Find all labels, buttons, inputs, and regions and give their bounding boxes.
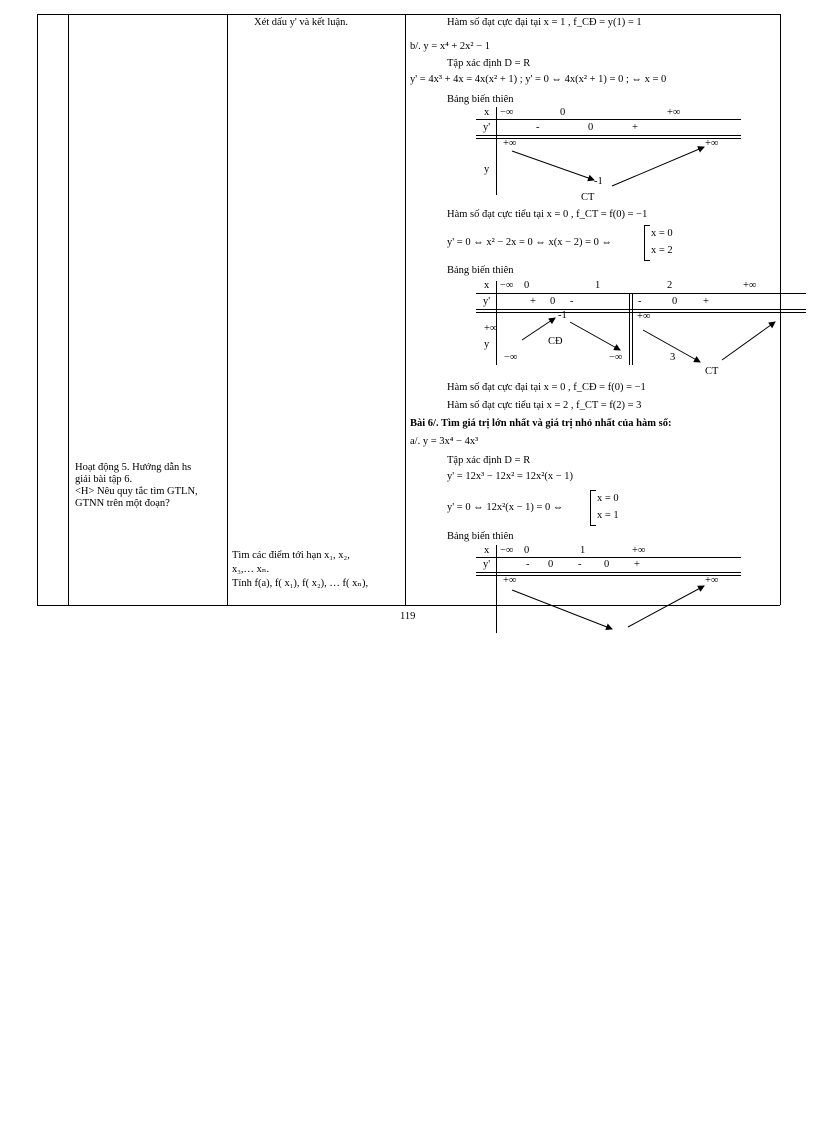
t1-ct-label: CT — [581, 192, 595, 203]
t2-ct-label: CT — [705, 366, 719, 377]
t2-y-minf-1: −∞ — [504, 352, 518, 363]
t2-yp-label: y' — [483, 296, 491, 307]
t2-sign-d: + — [703, 296, 709, 307]
t2-zero-2: 0 — [672, 296, 678, 307]
t2-x-minf: −∞ — [500, 280, 514, 291]
t3-sign-2: - — [578, 559, 582, 570]
t3-zero-2: 0 — [604, 559, 610, 570]
sign-note: Xét dấu y' và kết luận. — [254, 17, 349, 28]
t3-x-0: 0 — [524, 545, 530, 556]
t1-y-left: +∞ — [503, 138, 517, 149]
critical-points-line-3: Tính f(a), f( x₁), f( x₂), … f( xₙ), — [232, 578, 369, 589]
derivative-a6: y' = 12x³ − 12x² = 12x²(x − 1) — [447, 471, 574, 482]
t2-arrow-down-2 — [643, 330, 700, 362]
t2-arrow-down-1 — [570, 322, 620, 350]
max-2-conclusion: Hàm số đạt cực đại tại x = 0 , f_CĐ = f(0) = −1 — [447, 382, 646, 393]
t2-y-label: y — [484, 339, 490, 350]
t2-x-2: 2 — [667, 280, 673, 291]
t2-sign-c: - — [638, 296, 642, 307]
t2-arrow-up-1 — [522, 318, 555, 340]
t2-y-3: 3 — [670, 352, 676, 363]
t1-x-pinf: +∞ — [667, 107, 681, 118]
t3-arrow-up — [628, 586, 704, 627]
t1-x-minf: −∞ — [500, 107, 514, 118]
domain-b: Tập xác định D = R — [447, 58, 531, 69]
critical-points-line-1: Tìm các điểm tới hạn x₁, x₂, — [232, 550, 350, 561]
domain-a6: Tập xác định D = R — [447, 455, 531, 466]
t3-x-1: 1 — [580, 545, 586, 556]
t3-x-pinf: +∞ — [632, 545, 646, 556]
t3-arrow-down — [512, 590, 612, 629]
t2-x-pinf: +∞ — [743, 280, 757, 291]
t1-y-label: y — [484, 164, 490, 175]
t1-y-min: -1 — [594, 176, 603, 187]
t3-sign-3: + — [634, 559, 640, 570]
t2-x-0: 0 — [524, 280, 530, 291]
t3-y-right: +∞ — [705, 575, 719, 586]
t2-y-left: +∞ — [484, 323, 498, 334]
t2-x-1: 1 — [595, 280, 601, 291]
derivative-2: y' = 0 ⇔ x² − 2x = 0 ⇔ x(x − 2) = 0 ⇔ — [447, 237, 613, 248]
variation-table-label-1: Bảng biến thiên — [447, 94, 514, 105]
min-b-conclusion: Hàm số đạt cực tiểu tại x = 0 , f_CT = f(0) = −1 — [447, 209, 648, 220]
t2-x-label: x — [484, 280, 490, 291]
t1-x-label: x — [484, 107, 490, 118]
derivative-zero-a6: y' = 0 ⇔ 12x²(x − 1) = 0 ⇔ — [447, 502, 564, 513]
critical-points-line-2: x₃,… xₙ. — [232, 564, 270, 575]
t2-cd-label: CĐ — [548, 336, 563, 347]
page-number: 119 — [400, 611, 416, 622]
t2-arrow-up-2 — [722, 322, 775, 360]
variation-table-label-2: Bảng biến thiên — [447, 265, 514, 276]
part-b-function: b/. y = x⁴ + 2x² − 1 — [410, 41, 490, 52]
activity-line-4: GTNN trên một đoạn? — [75, 498, 170, 509]
system-2-line-2: x = 1 — [597, 510, 619, 521]
t3-sign-1: - — [526, 559, 530, 570]
system-1-line-2: x = 2 — [651, 245, 673, 256]
min-2-conclusion: Hàm số đạt cực tiểu tại x = 2 , f_CT = f(2) = 3 — [447, 400, 642, 411]
t1-x-zero: 0 — [560, 107, 566, 118]
t2-sign-b: - — [570, 296, 574, 307]
t2-sign-a: + — [530, 296, 536, 307]
t3-y-left: +∞ — [503, 575, 517, 586]
t2-y-cd-value: -1 — [558, 310, 567, 321]
exercise-6-title: Bài 6/. Tìm giá trị lớn nhất và giá trị nhỏ nhất của hàm số: — [410, 418, 672, 429]
t2-zero-1: 0 — [550, 296, 556, 307]
part-a6-function: a/. y = 3x⁴ − 4x³ — [410, 436, 479, 447]
t1-sign-zero: 0 — [588, 122, 594, 133]
variation-table-label-3: Bảng biến thiên — [447, 531, 514, 542]
t1-y-right: +∞ — [705, 138, 719, 149]
t2-y-minf-2: −∞ — [609, 352, 623, 363]
activity-line-3: <H> Nêu quy tắc tìm GTLN, — [75, 486, 198, 497]
t3-x-label: x — [484, 545, 490, 556]
system-1-line-1: x = 0 — [651, 228, 673, 239]
t1-sign-minus: - — [536, 122, 540, 133]
activity-line-1: Hoạt động 5. Hướng dẫn hs — [75, 462, 192, 473]
t1-yp-label: y' — [483, 122, 491, 133]
t3-x-minf: −∞ — [500, 545, 514, 556]
derivative-b: y' = 4x³ + 4x = 4x(x² + 1) ; y' = 0 ⇔ 4x(x² + 1) = 0 ; ⇔ x = 0 — [410, 74, 667, 85]
part-a-max-conclusion: Hàm số đạt cực đại tại x = 1 , f_CĐ = y(1) = 1 — [447, 17, 642, 28]
system-2-line-1: x = 0 — [597, 493, 619, 504]
t1-sign-plus: + — [632, 122, 638, 133]
t1-arrow-down — [512, 151, 594, 180]
t3-zero-1: 0 — [548, 559, 554, 570]
activity-line-2: giải bài tập 6. — [75, 474, 133, 485]
t1-arrow-up — [612, 147, 704, 186]
t3-yp-label: y' — [483, 559, 491, 570]
t2-y-pinf-1: +∞ — [637, 311, 651, 322]
